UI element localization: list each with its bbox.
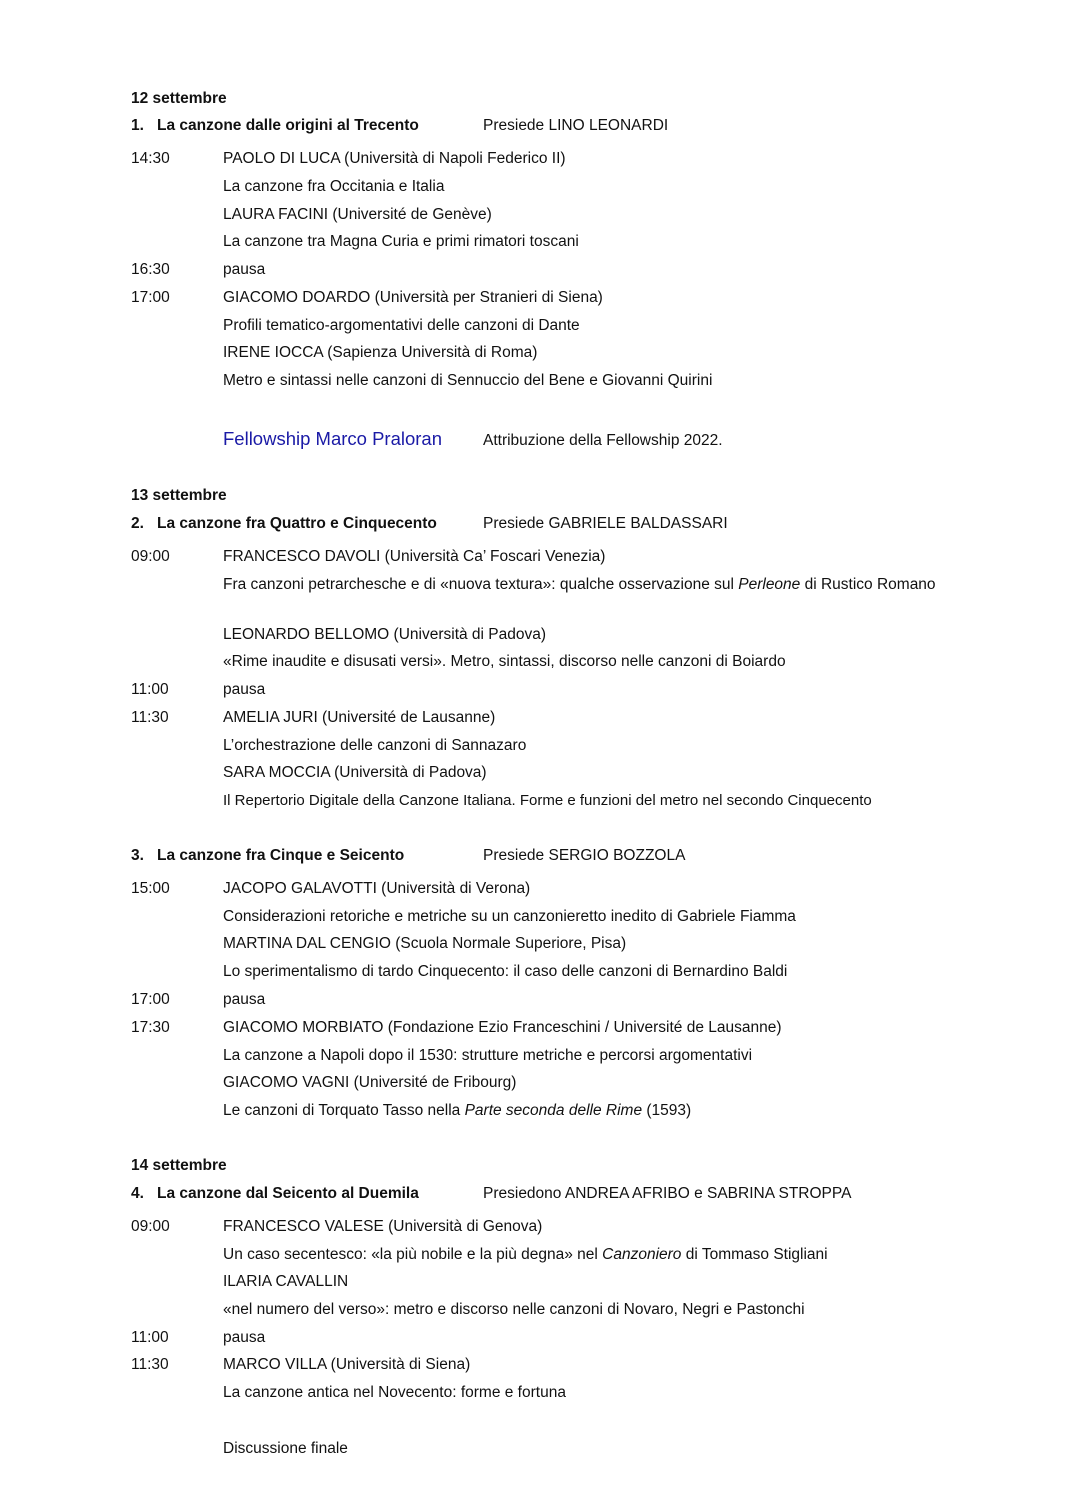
closing-discussion: Discussione finale xyxy=(223,1440,348,1457)
speaker: GIACOMO MORBIATO (Fondazione Ezio Franceschini / Université de Lausanne) xyxy=(223,1019,782,1036)
break-label: pausa xyxy=(223,261,266,278)
session-title xyxy=(131,845,404,867)
slot-time: 17:00 xyxy=(131,289,170,306)
speaker: MARTINA DAL CENGIO (Scuola Normale Superiore, Pisa) xyxy=(223,935,627,952)
session-number: 4. xyxy=(131,1185,144,1202)
fellowship-note: Attribuzione della Fellowship 2022. xyxy=(483,432,723,449)
slot-time: 09:00 xyxy=(131,548,170,565)
talk-title: La canzone antica nel Novecento: forme e fortuna xyxy=(223,1384,566,1401)
talk-title: L’orchestrazione delle canzoni di Sannazaro xyxy=(223,737,527,754)
talk-title: «nel numero del verso»: metro e discorso nelle canzoni di Novaro, Negri e Pastonchi xyxy=(223,1301,805,1318)
session-chair: Presiede LINO LEONARDI xyxy=(483,117,669,134)
speaker: SARA MOCCIA (Università di Padova) xyxy=(223,764,487,781)
session-title xyxy=(131,115,419,137)
talk-title-italic: Canzoniero xyxy=(602,1246,682,1263)
slot-time: 11:30 xyxy=(131,709,169,726)
talk-title: Profili tematico-argomentativi delle canzoni di Dante xyxy=(223,317,580,334)
talk-title-part: Fra canzoni petrarchesche e di «nuova textura»: qualche osservazione sul xyxy=(223,576,739,593)
day-date: 12 settembre xyxy=(131,90,227,107)
speaker: MARCO VILLA (Università di Siena) xyxy=(223,1356,471,1373)
talk-title: La canzone a Napoli dopo il 1530: strutture metriche e percorsi argomentativi xyxy=(223,1047,753,1064)
speaker: LAURA FACINI (Université de Genève) xyxy=(223,206,492,223)
talk-title-italic: Perleone xyxy=(738,576,801,593)
session-title-text: La canzone fra Cinque e Seicento xyxy=(157,847,405,864)
session-number: 3. xyxy=(131,847,144,864)
speaker: GIACOMO DOARDO (Università per Stranieri di Siena) xyxy=(223,289,603,306)
session-number: 1. xyxy=(131,117,144,134)
session-chair: Presiedono ANDREA AFRIBO e SABRINA STROPPA xyxy=(483,1185,852,1202)
speaker: FRANCESCO VALESE (Università di Genova) xyxy=(223,1218,543,1235)
talk-title: La canzone fra Occitania e Italia xyxy=(223,178,445,195)
talk-title: La canzone tra Magna Curia e primi rimatori toscani xyxy=(223,233,579,250)
slot-time: 14:30 xyxy=(131,150,170,167)
speaker: ILARIA CAVALLIN xyxy=(223,1273,349,1290)
talk-title-part: di Rustico Romano xyxy=(800,576,936,593)
session-title xyxy=(131,513,437,535)
speaker: AMELIA JURI (Université de Lausanne) xyxy=(223,709,496,726)
day-date: 13 settembre xyxy=(131,487,227,504)
talk-title xyxy=(223,574,958,596)
session-chair: Presiede SERGIO BOZZOLA xyxy=(483,847,686,864)
speaker: JACOPO GALAVOTTI (Università di Verona) xyxy=(223,880,531,897)
speaker: FRANCESCO DAVOLI (Università Ca’ Foscari Venezia) xyxy=(223,548,606,565)
session-title xyxy=(131,1183,419,1205)
talk-title: Metro e sintassi nelle canzoni di Sennuccio del Bene e Giovanni Quirini xyxy=(223,372,713,389)
speaker: LEONARDO BELLOMO (Università di Padova) xyxy=(223,626,547,643)
break-label: pausa xyxy=(223,991,266,1008)
talk-title-italic: Parte seconda delle Rime xyxy=(464,1102,643,1119)
session-title-text: La canzone dal Seicento al Duemila xyxy=(157,1185,419,1202)
talk-title xyxy=(223,1100,958,1122)
talk-title: «Rime inaudite e disusati versi». Metro, sintassi, discorso nelle canzoni di Boiardo xyxy=(223,653,786,670)
talk-title-part: di Tommaso Stigliani xyxy=(681,1246,828,1263)
talk-title xyxy=(223,1244,958,1266)
speaker: PAOLO DI LUCA (Università di Napoli Federico II) xyxy=(223,150,566,167)
slot-time: 17:00 xyxy=(131,991,170,1008)
talk-title-part: Le canzoni di Torquato Tasso nella xyxy=(223,1102,465,1119)
slot-time: 11:00 xyxy=(131,681,169,698)
fellowship-title: Fellowship Marco Praloran xyxy=(223,428,443,449)
slot-time: 11:30 xyxy=(131,1356,169,1373)
day-date: 14 settembre xyxy=(131,1157,227,1174)
talk-title: Considerazioni retoriche e metriche su un canzonieretto inedito di Gabriele Fiamma xyxy=(223,908,796,925)
session-number: 2. xyxy=(131,515,144,532)
session-title-text: La canzone fra Quattro e Cinquecento xyxy=(157,515,437,532)
slot-time: 09:00 xyxy=(131,1218,170,1235)
session-title-text: La canzone dalle origini al Trecento xyxy=(157,117,419,134)
speaker: GIACOMO VAGNI (Université de Fribourg) xyxy=(223,1074,517,1091)
slot-time: 16:30 xyxy=(131,261,170,278)
talk-title: Il Repertorio Digitale della Canzone Italiana. Forme e funzioni del metro nel secondo Cinquecento xyxy=(223,792,872,809)
session-chair: Presiede GABRIELE BALDASSARI xyxy=(483,515,728,532)
slot-time: 11:00 xyxy=(131,1329,169,1346)
speaker: IRENE IOCCA (Sapienza Università di Roma) xyxy=(223,344,538,361)
break-label: pausa xyxy=(223,681,266,698)
slot-time: 15:00 xyxy=(131,880,170,897)
talk-title-part: (1593) xyxy=(642,1102,692,1119)
talk-title: Lo sperimentalismo di tardo Cinquecento: il caso delle canzoni di Bernardino Baldi xyxy=(223,963,788,980)
talk-title-part: Un caso secentesco: «la più nobile e la più degna» nel xyxy=(223,1246,603,1263)
break-label: pausa xyxy=(223,1329,266,1346)
slot-time: 17:30 xyxy=(131,1019,170,1036)
